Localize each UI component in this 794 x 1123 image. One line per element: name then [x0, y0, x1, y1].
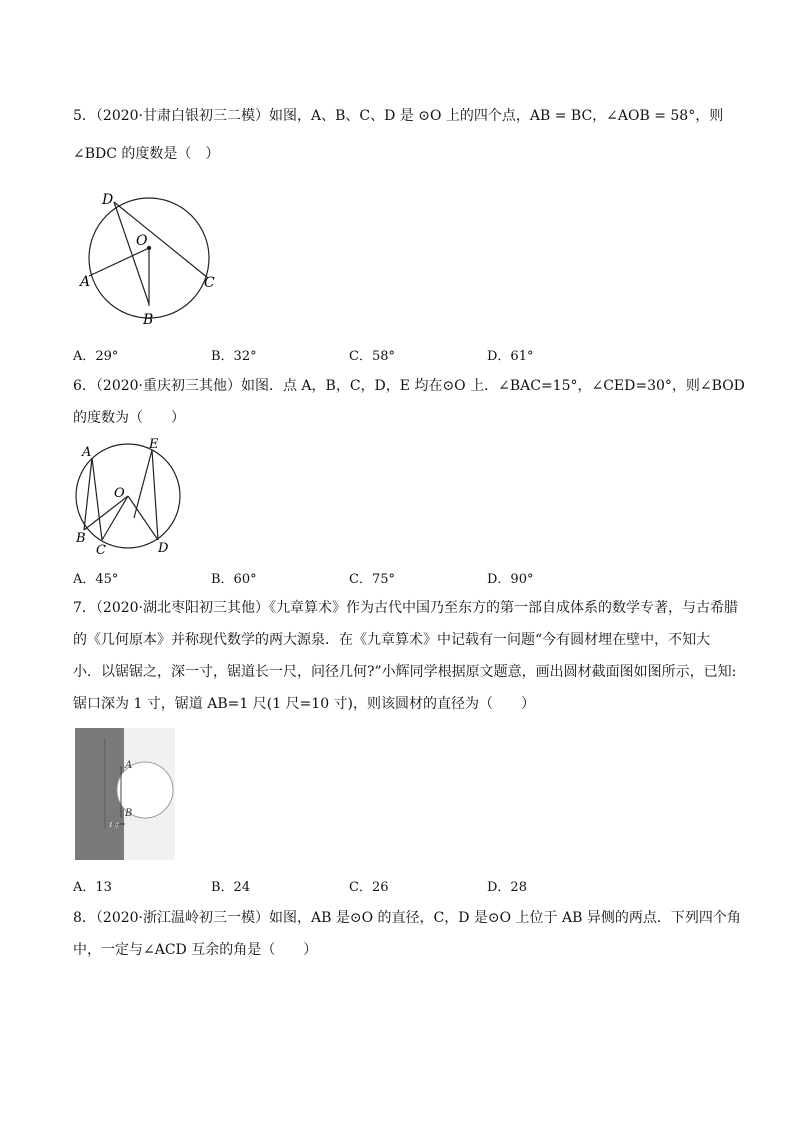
q6-label-a: A: [82, 445, 92, 460]
question-5-figure: [76, 188, 226, 328]
q5-label-c: C: [204, 275, 215, 291]
question-7-line-3: 小．以锯锯之，深一寸，锯道长一尺，问径几何?”小辉同学根据原文题意，画出圆材截面图如图所示，已知:: [73, 664, 737, 680]
q5-option-b[interactable]: B．32°: [211, 349, 257, 364]
question-6-figure: [72, 436, 192, 556]
q5-option-d[interactable]: D．61°: [487, 349, 534, 364]
q5-chord-dc: [114, 202, 208, 278]
q6-option-d[interactable]: D．90°: [487, 572, 534, 587]
q6-option-b[interactable]: B．60°: [211, 572, 257, 587]
q5-label-o: O: [136, 233, 148, 249]
question-5-line-1: 5．（2020·甘肃白银初三二模）如图，A、B、C、D 是 ⊙O 上的四个点，AB = BC，∠AOB = 58°，则: [73, 108, 724, 124]
question-7-line-4: 锯口深为 1 寸，锯道 AB=1 尺(1 尺=10 寸)，则该圆材的直径为（ ）: [73, 696, 536, 712]
question-5-line-2: ∠BDC 的度数是（ ）: [73, 146, 220, 162]
question-7-figure: [75, 728, 175, 860]
question-7-options: [73, 876, 733, 896]
question-6-line-1: 6．（2020·重庆初三其他）如图．点 A，B，C，D，E 均在⊙O 上．∠BAC=15°，∠CED=30°，则∠BOD: [73, 378, 745, 394]
q6-radius-ob: [84, 496, 128, 530]
q6-label-o: O: [114, 486, 125, 501]
q6-radius-od: [128, 496, 158, 540]
q6-option-a[interactable]: A．45°: [73, 572, 119, 587]
question-6-options: [73, 568, 733, 588]
q6-label-b: B: [76, 531, 86, 546]
question-5: [73, 100, 733, 170]
question-5-options: [73, 345, 733, 365]
q7-option-d[interactable]: D．28: [487, 880, 527, 895]
q7-wall: [75, 728, 124, 860]
q6-option-c[interactable]: C．75°: [349, 572, 395, 587]
q5-option-c[interactable]: C．58°: [349, 349, 395, 364]
q6-chord-ab: [84, 458, 92, 530]
q5-label-a: A: [80, 274, 91, 290]
q5-label-d: D: [102, 192, 114, 208]
q7-option-a[interactable]: A．13: [73, 880, 112, 895]
q6-chord-ed: [152, 450, 158, 540]
question-8-line-2: 中，一定与∠ACD 互余的角是（ ）: [73, 942, 318, 958]
q5-option-a[interactable]: A．29°: [73, 349, 119, 364]
q7-label-a: A: [125, 760, 133, 771]
question-6-line-2: 的度数为（ ）: [73, 410, 185, 426]
question-8: [73, 902, 741, 966]
q7-option-b[interactable]: B．24: [211, 880, 251, 895]
q7-label-b: B: [125, 808, 133, 819]
q6-label-d: D: [158, 541, 169, 556]
q5-radius-oa: [89, 248, 149, 276]
question-8-line-1: 8．（2020·浙江温岭初三一模）如图，AB 是⊙O 的直径，C，D 是⊙O 上位于 AB 异侧的两点．下列四个角: [73, 910, 741, 926]
question-7-line-2: 的《几何原本》并称现代数学的两大源泉．在《九章算术》中记载有一问题“今有圆材埋在壁中，不知大: [73, 632, 711, 648]
q5-label-b: B: [143, 312, 154, 328]
q6-chord-ec: [134, 450, 152, 518]
q6-chord-ac: [92, 458, 102, 540]
question-6: [73, 370, 745, 434]
q6-radius-oc: [102, 496, 128, 540]
question-7-line-1: 7．（2020·湖北枣阳初三其他）《九章算术》作为古代中国乃至东方的第一部自成体系的数学专著，与古希腊: [73, 600, 738, 616]
q7-label-depth: 1寸: [109, 822, 119, 829]
q6-label-c: C: [96, 543, 106, 556]
q6-label-e: E: [149, 437, 159, 452]
q5-chord-db: [114, 202, 149, 304]
q7-option-c[interactable]: C．26: [349, 880, 389, 895]
question-7: [73, 592, 738, 720]
